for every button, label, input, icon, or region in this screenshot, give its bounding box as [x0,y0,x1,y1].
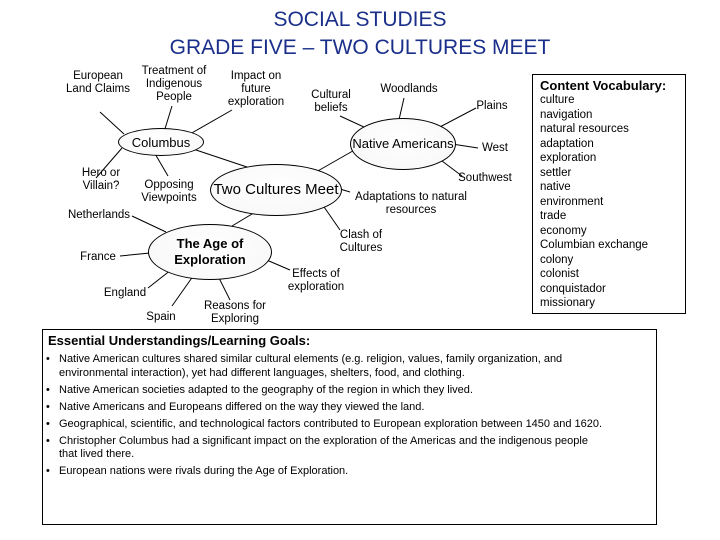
vocab-item: conquistador [540,282,606,295]
vocab-item: missionary [540,297,595,309]
connector-columbus-euroclaims [100,112,124,134]
age-of-exploration-oval: The Age of Exploration [148,224,272,280]
page-title-line2: GRADE FIVE – TWO CULTURES MEET [169,36,551,59]
connector-age-netherlands [132,216,166,232]
connector-columbus-impact [190,110,232,134]
two-cultures-meet-oval: Two Cultures Meet [210,164,342,216]
vocab-item: economy [540,224,587,237]
columbus-oval: Columbus [118,128,204,156]
southwest-label: Southwest [458,172,512,184]
vocab-item: colonist [540,268,579,280]
european-land-claims-label: European Land Claims [66,70,130,95]
vocab-item: native [540,181,571,193]
vocab-item: natural resources [540,123,629,135]
connector-native-plains [438,108,476,128]
vocab-item: adaptation [540,137,594,150]
vocab-item: environment [540,195,604,208]
england-label: England [103,287,147,299]
netherlands-label: Netherlands [67,209,130,221]
goal-item: • Christopher Columbus had a significant impact on the exploration of the Americas and the indigenous people that lived there. [45,435,605,462]
treatment-indigenous-label: Treatment of Indigenous People [141,65,207,103]
vocab-item: culture [540,94,575,106]
impact-future-exploration-label: Impact on future exploration [227,70,285,108]
west-label: West [482,142,508,154]
cultural-beliefs-label: Cultural beliefs [311,89,351,114]
spain-label: Spain [146,311,176,323]
page-title-line1: SOCIAL STUDIES [273,8,447,31]
goal-item: • European nations were rivals during the Age of Exploration. [45,465,605,479]
vocabulary-list [540,93,648,311]
learning-goals-list [45,353,605,482]
woodlands-label: Woodlands [380,83,438,95]
goal-item: • Native Americans and Europeans differed on the way they viewed the land. [45,401,605,415]
vocab-item: colony [540,253,574,266]
vocab-item: trade [540,210,567,222]
plains-label: Plains [476,100,508,112]
connector-center-clash [322,204,340,230]
clash-of-cultures-label: Clash of Cultures [339,229,383,254]
effects-of-exploration-label: Effects of exploration [287,268,345,293]
vocab-item: settler [540,166,572,179]
hero-or-villain-label: Hero or Villain? [81,167,121,192]
goal-item: • Native American cultures shared similar cultural elements (e.g. religion, values, family organization, and environmental interaction), yet had different languages, shelters, food, and clothing. [45,353,605,380]
learning-goals-title: Essential Understandings/Learning Goals: [48,333,311,348]
goal-item: • Geographical, scientific, and technological factors contributed to European exploration between 1450 and 1620. [45,418,605,432]
adaptations-label: Adaptations to natural resources [355,191,467,216]
vocab-item: Columbian exchange [540,239,649,251]
opposing-viewpoints-label: Opposing Viewpoints [141,179,197,204]
reasons-for-exploring-label: Reasons for Exploring [203,300,266,325]
vocabulary-title: Content Vocabulary: [540,78,667,93]
native-americans-oval: Native Americans [350,118,456,170]
vocab-item: exploration [540,152,597,164]
vocab-item: navigation [540,108,593,121]
goal-item: • Native American societies adapted to the geography of the region in which they lived. [45,384,605,398]
france-label: France [80,251,116,263]
